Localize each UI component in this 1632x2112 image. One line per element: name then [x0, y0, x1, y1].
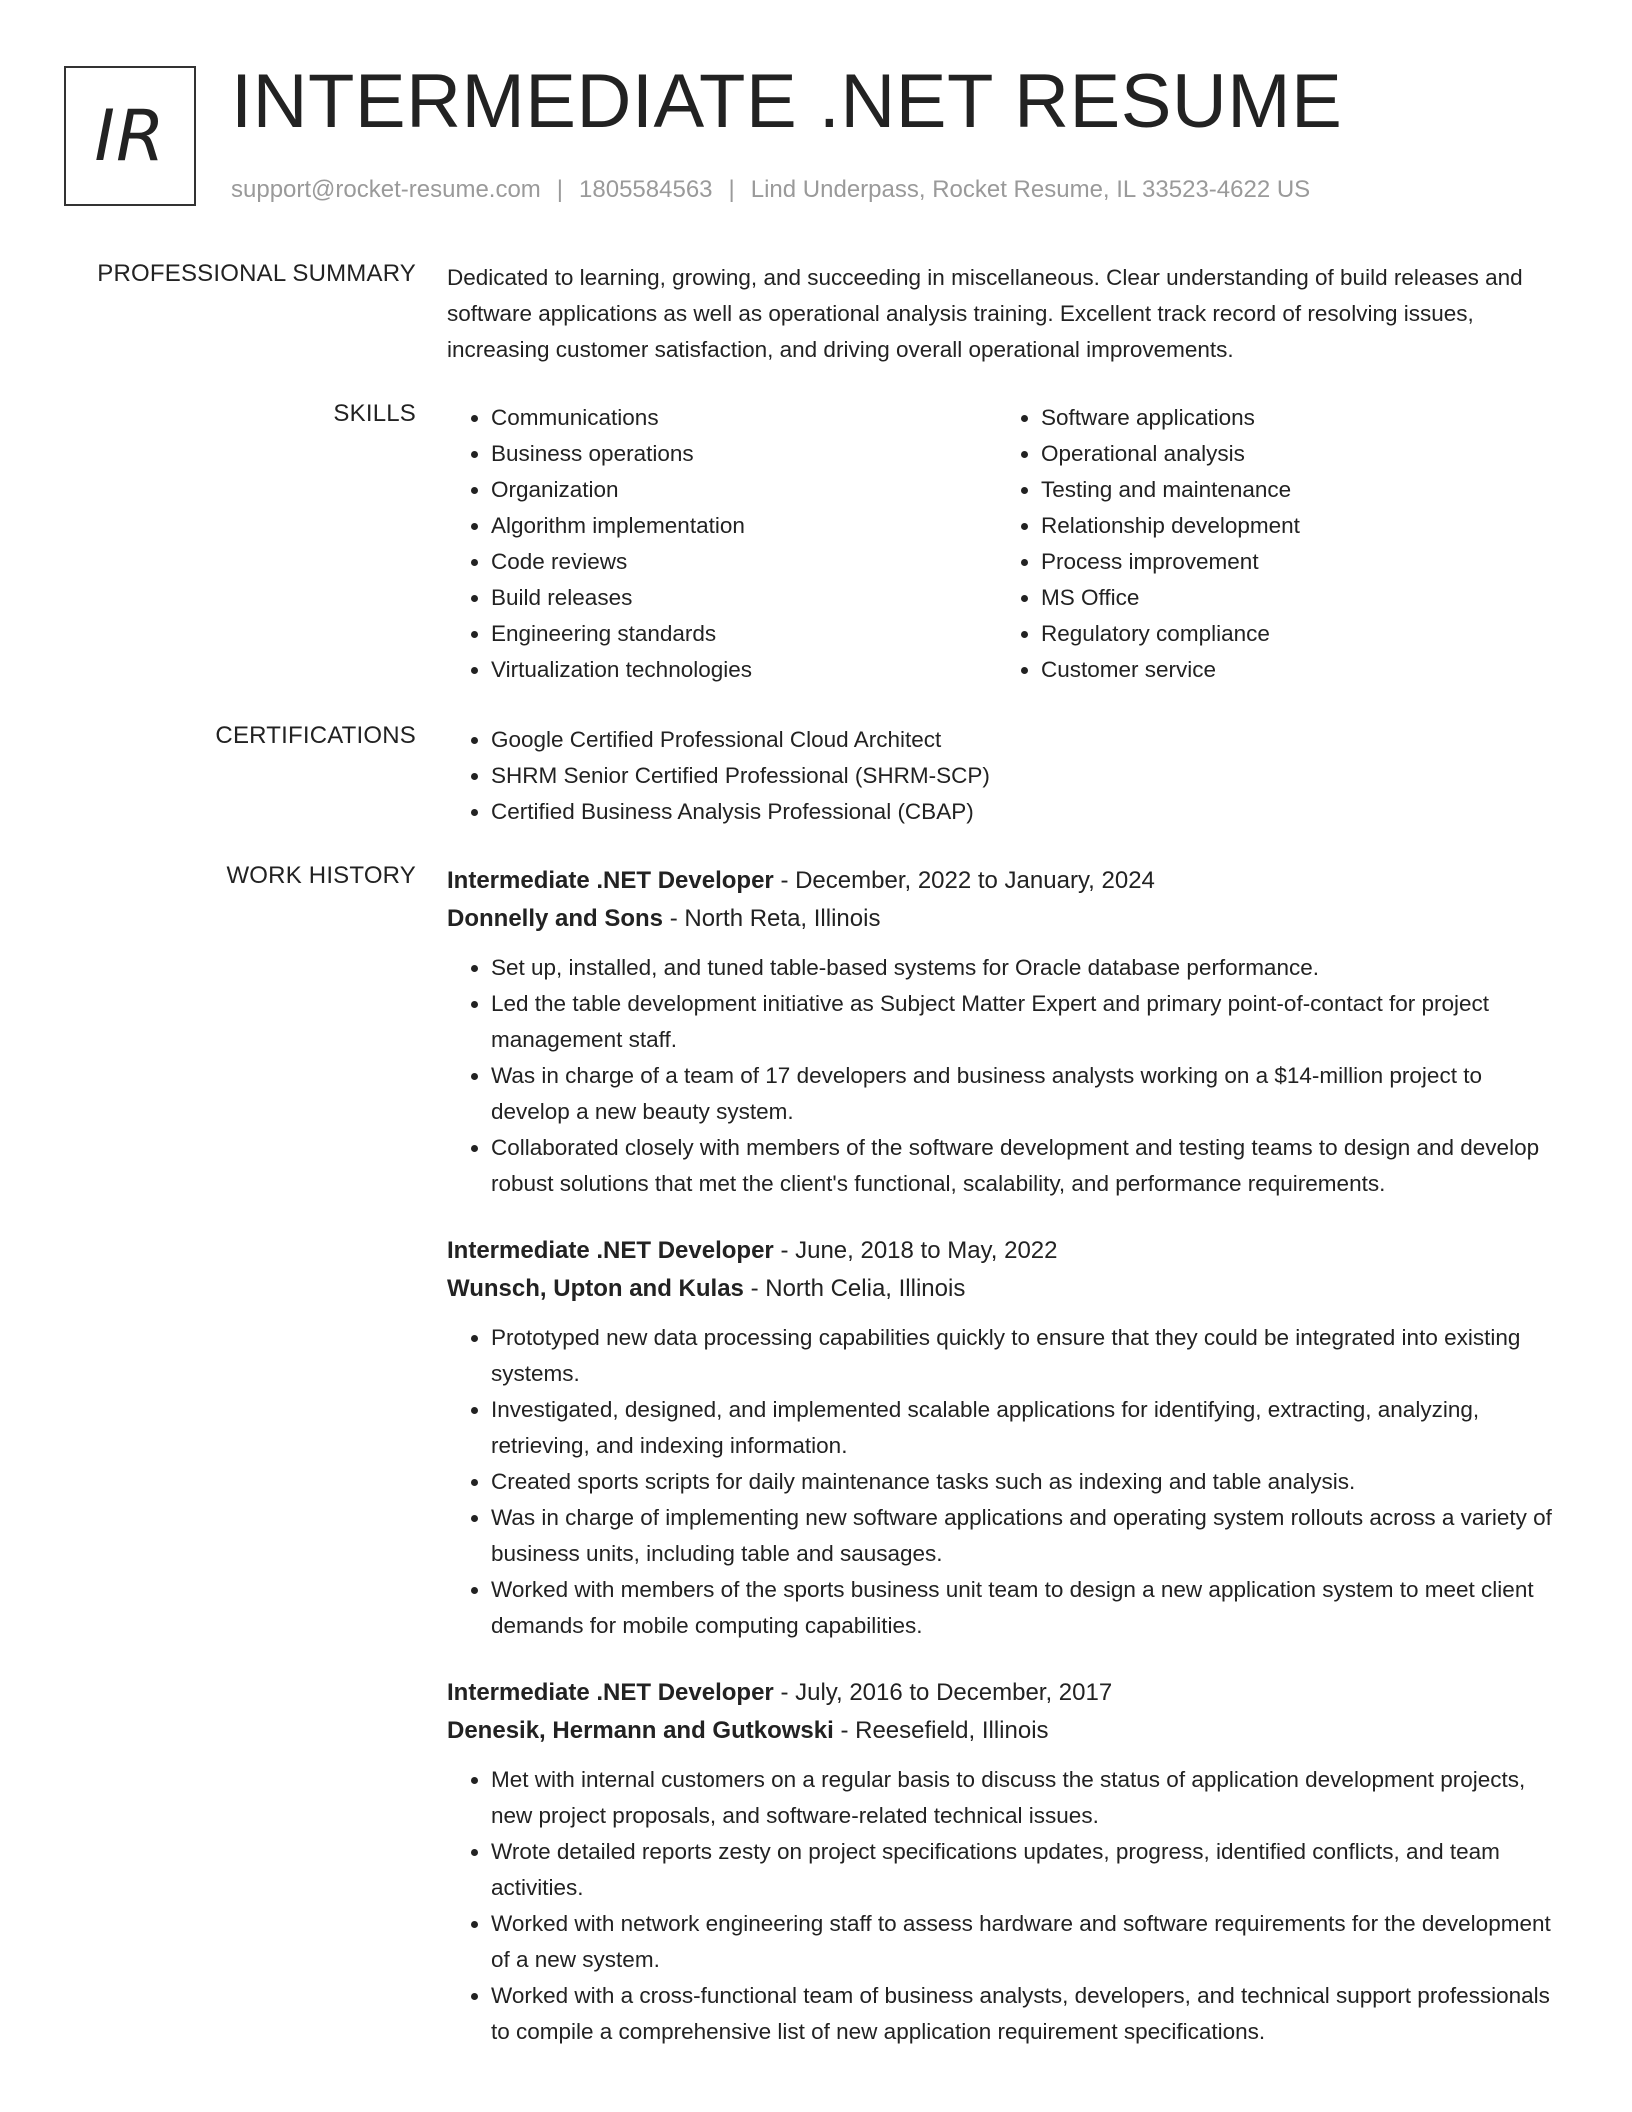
job-company: Denesik, Hermann and Gutkowski: [447, 1717, 834, 1744]
job-bullets: [447, 1762, 1565, 2050]
skill-item: • Code reviews: [491, 544, 997, 580]
monogram-box: [64, 66, 196, 206]
skill-item: • Build releases: [491, 580, 997, 616]
job-bullet: • Worked with members of the sports business unit team to design a new application system to meet client demands for mobile computing capabilities.: [491, 1572, 1565, 1644]
job-bullets: [447, 1320, 1565, 1644]
summary-text: Dedicated to learning, growing, and succeeding in miscellaneous. Clear understanding of build releases and software applications as well as operational analysis training. Excellent track record of resolving issues, increasing customer satisfaction, and driving overall operational improvements.: [447, 265, 1523, 362]
job-location: - North Celia, Illinois: [750, 1275, 966, 1302]
section-label-summary: PROFESSIONAL SUMMARY: [97, 260, 416, 287]
skill-item: • Testing and maintenance: [1041, 472, 1547, 508]
job-company: Donnelly and Sons: [447, 905, 664, 932]
job-bullet: • Led the table development initiative as Subject Matter Expert and primary point-of-contact for project management staff.: [491, 986, 1565, 1058]
skill-item: • Software applications: [1041, 400, 1547, 436]
job-bullet: • Was in charge of implementing new software applications and operating system rollouts across a variety of business units, including table and sausages.: [491, 1500, 1565, 1572]
job-bullet: • Met with internal customers on a regular basis to discuss the status of application development projects, new project proposals, and software-related technical issues.: [491, 1762, 1565, 1834]
contact-separator: |: [556, 176, 564, 203]
resume-title: INTERMEDIATE .NET RESUME: [231, 59, 1343, 144]
skill-item: • Algorithm implementation: [491, 508, 997, 544]
certifications-body: [447, 722, 1565, 830]
job-title: Intermediate .NET Developer: [447, 867, 774, 894]
skill-item: • Operational analysis: [1041, 436, 1547, 472]
skill-item: • Organization: [491, 472, 997, 508]
job-bullet: • Collaborated closely with members of the software development and testing teams to design and develop robust solutions that met the client's functional, scalability, and performance requirements.: [491, 1130, 1565, 1202]
job-bullet: • Was in charge of a team of 17 developers and business analysts working on a $14-million project to develop a new beauty system.: [491, 1058, 1565, 1130]
certification-item: • Certified Business Analysis Professional (CBAP): [491, 794, 1565, 830]
skill-item: • Engineering standards: [491, 616, 997, 652]
contact-line: [231, 176, 1310, 204]
job-bullets: [447, 950, 1565, 1202]
contact-address: Lind Underpass, Rocket Resume, IL 33523-4622 US: [750, 176, 1311, 203]
job-title-line: [447, 1674, 1565, 1712]
contact-email: support@rocket-resume.com: [231, 176, 541, 203]
job-entry: [447, 1232, 1565, 1644]
certifications-list: [447, 722, 1565, 830]
job-company-line: [447, 1712, 1565, 1750]
job-dates: - July, 2016 to December, 2017: [780, 1679, 1113, 1706]
monogram-initials: IR: [94, 95, 166, 177]
job-entry: [447, 862, 1565, 1202]
job-bullet: • Set up, installed, and tuned table-based systems for Oracle database performance.: [491, 950, 1565, 986]
job-bullet: • Worked with network engineering staff to assess hardware and software requirements for the development of a new system.: [491, 1906, 1565, 1978]
skills-list-left: [447, 400, 997, 688]
contact-separator: |: [728, 176, 735, 203]
job-bullet: • Investigated, designed, and implemented scalable applications for identifying, extracting, analyzing, retrieving, and indexing information.: [491, 1392, 1565, 1464]
skill-item: • Communications: [491, 400, 997, 436]
job-entry: [447, 1674, 1565, 2050]
certification-item: • SHRM Senior Certified Professional (SHRM-SCP): [491, 758, 1565, 794]
job-bullet: • Worked with a cross-functional team of business analysts, developers, and technical support professionals to compile a comprehensive list of new application requirement specifications.: [491, 1978, 1565, 2050]
job-location: - North Reta, Illinois: [669, 905, 881, 932]
job-title: Intermediate .NET Developer: [447, 1237, 774, 1264]
skill-item: • Regulatory compliance: [1041, 616, 1547, 652]
job-dates: - December, 2022 to January, 2024: [780, 867, 1155, 894]
job-company-line: [447, 1270, 1565, 1308]
section-label-certifications: CERTIFICATIONS: [215, 722, 416, 749]
skill-item: • Relationship development: [1041, 508, 1547, 544]
job-title: Intermediate .NET Developer: [447, 1679, 774, 1706]
skill-item: • Process improvement: [1041, 544, 1547, 580]
skills-list-right: [997, 400, 1547, 688]
job-company-line: [447, 900, 1565, 938]
job-title-line: [447, 1232, 1565, 1270]
job-location: - Reesefield, Illinois: [840, 1717, 1049, 1744]
skills-body: [447, 400, 1565, 688]
job-bullet: • Created sports scripts for daily maintenance tasks such as indexing and table analysis.: [491, 1464, 1565, 1500]
job-dates: - June, 2018 to May, 2022: [780, 1237, 1058, 1264]
section-label-skills: SKILLS: [333, 400, 416, 427]
work-history-body: [447, 862, 1565, 2050]
skill-item: • Customer service: [1041, 652, 1547, 688]
contact-phone: 1805584563: [579, 176, 713, 203]
job-company: Wunsch, Upton and Kulas: [447, 1275, 744, 1302]
job-bullet: • Prototyped new data processing capabilities quickly to ensure that they could be integrated into existing systems.: [491, 1320, 1565, 1392]
skill-item: • Virtualization technologies: [491, 652, 997, 688]
skill-item: • Business operations: [491, 436, 997, 472]
summary-body: [447, 260, 1565, 368]
section-label-work-history: WORK HISTORY: [226, 862, 416, 889]
skill-item: • MS Office: [1041, 580, 1547, 616]
job-bullet: • Wrote detailed reports zesty on project specifications updates, progress, identified conflicts, and team activities.: [491, 1834, 1565, 1906]
job-title-line: [447, 862, 1565, 900]
certification-item: • Google Certified Professional Cloud Architect: [491, 722, 1565, 758]
